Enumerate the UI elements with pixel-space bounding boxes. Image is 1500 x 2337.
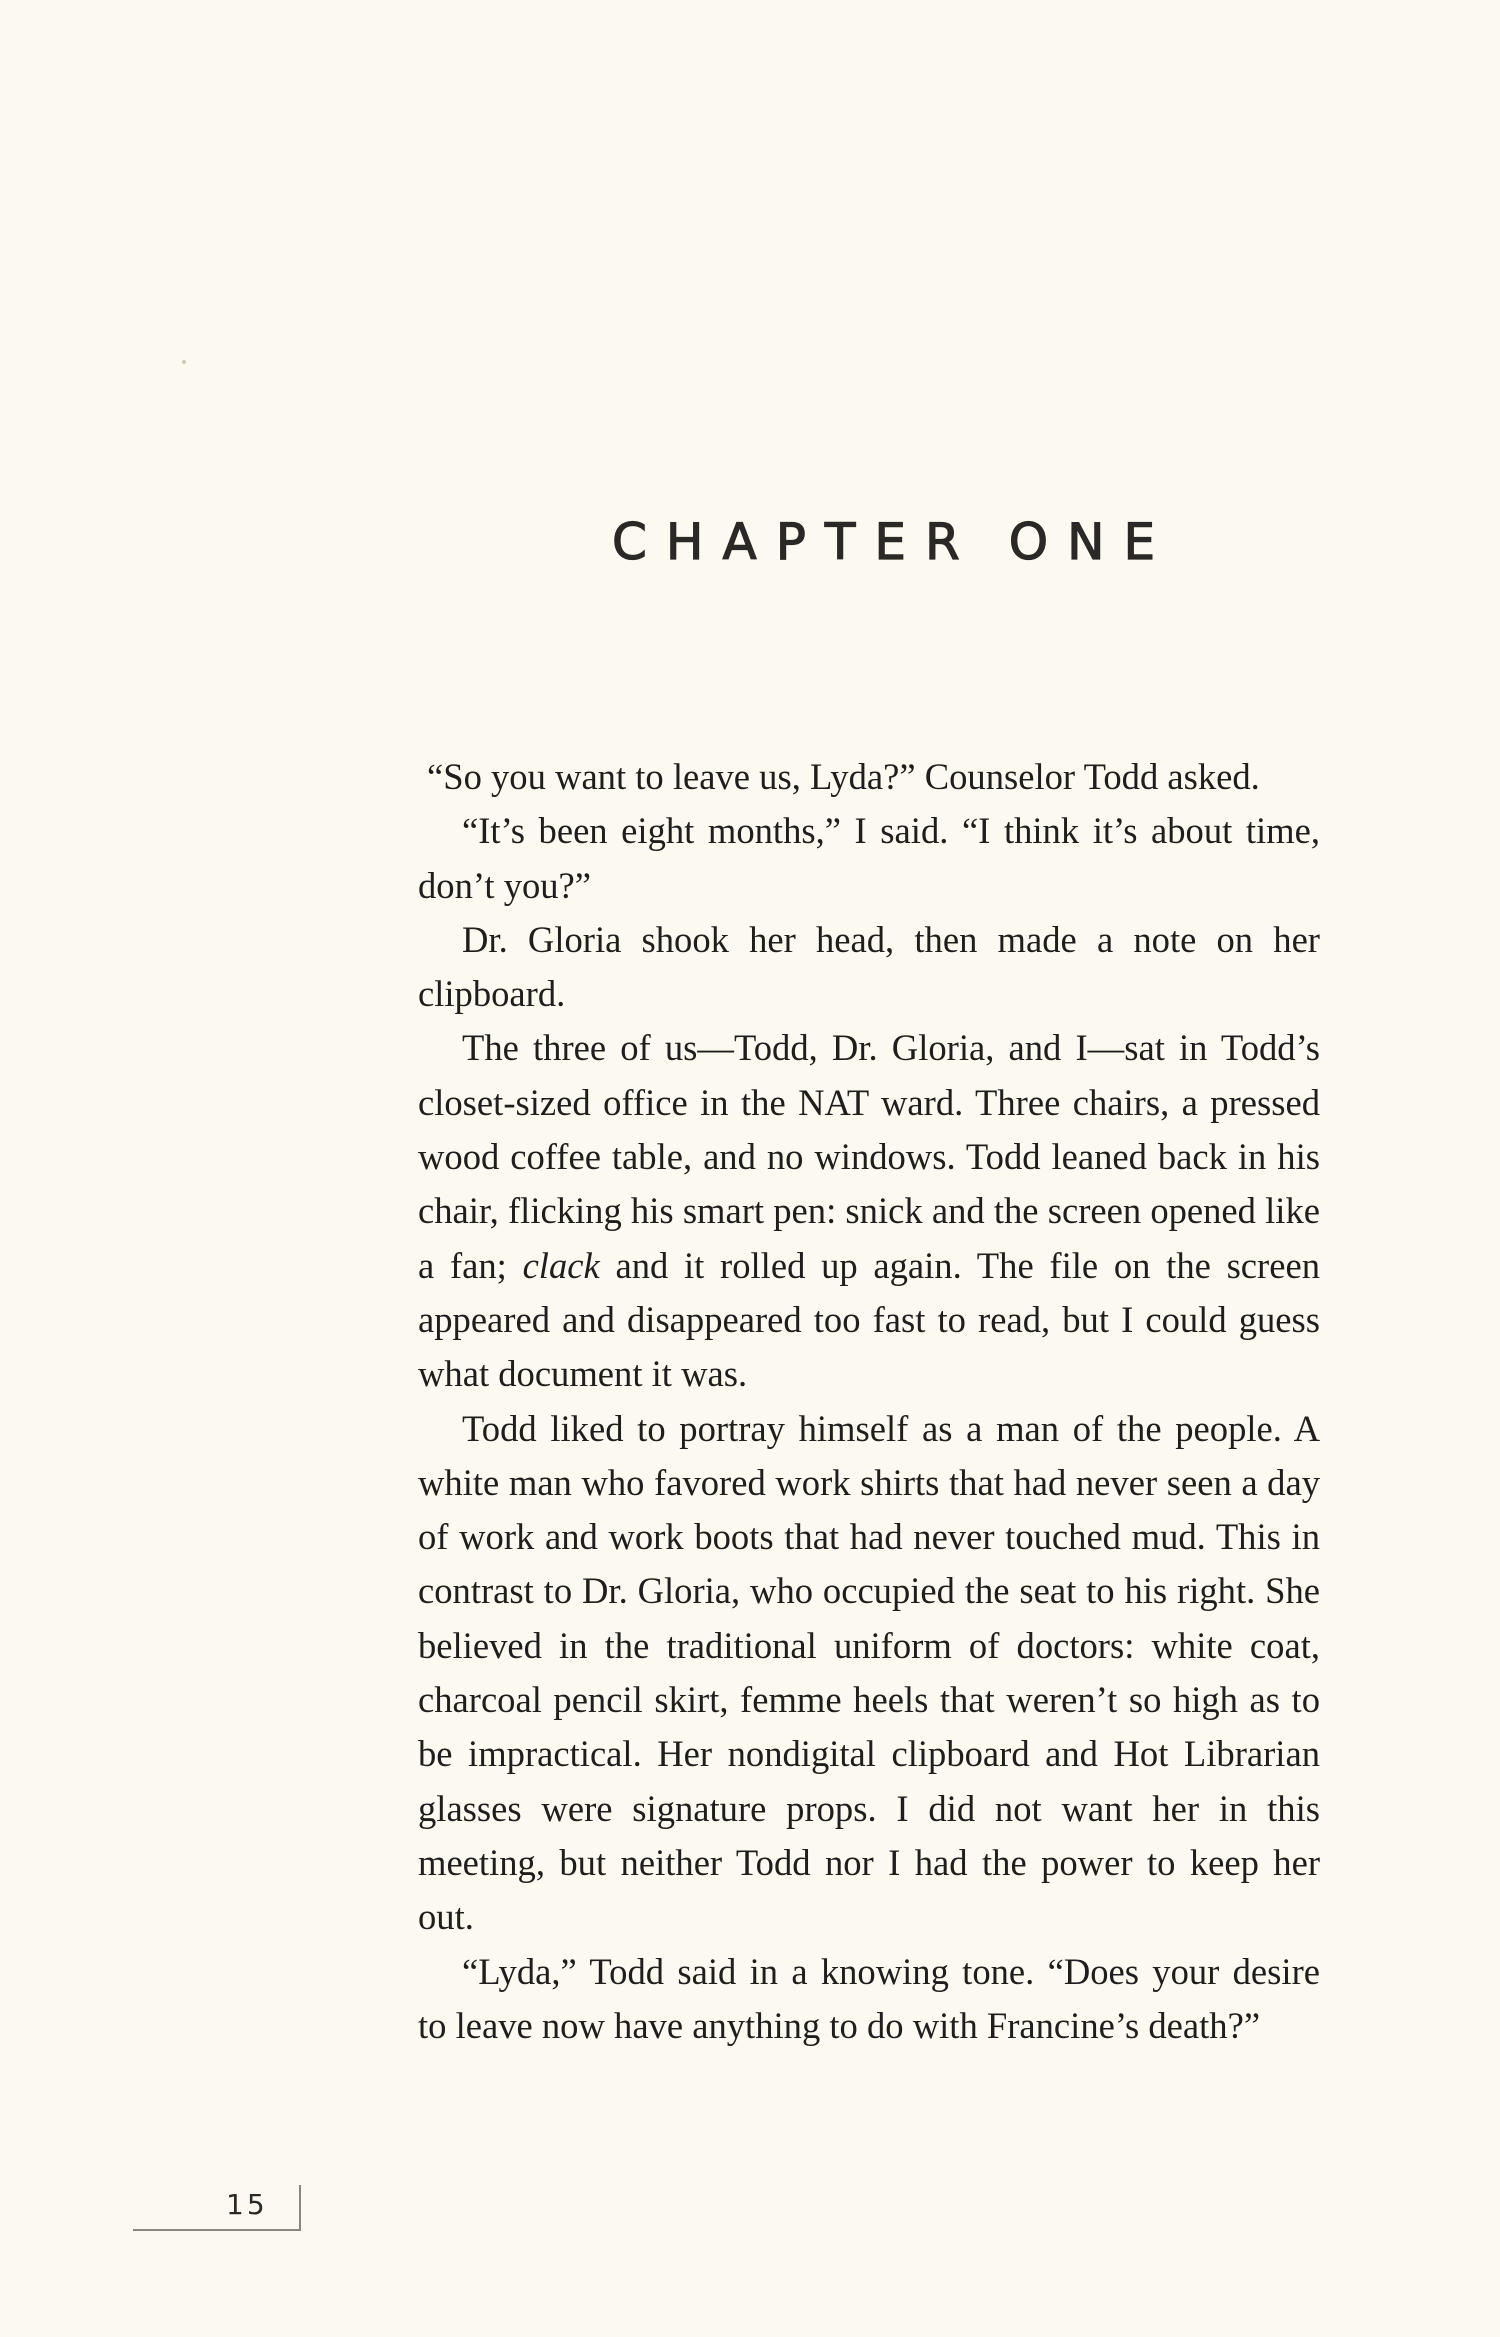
paragraph: Dr. Gloria shook her head, then made a note on her clipboard.: [418, 918, 1320, 1015]
body-text: [418, 750, 1320, 2053]
paragraph: “So you want to leave us, Lyda?” Counselor Todd asked.: [427, 756, 1260, 797]
page-number: 15: [226, 2188, 268, 2221]
page-number-rule: [133, 2229, 300, 2231]
page-number-tick: [299, 2185, 301, 2231]
chapter-heading: [612, 512, 1175, 572]
emphasis-word: clack: [522, 1244, 600, 1286]
paragraph: “Lyda,” Todd said in a knowing tone. “Does your desire to leave now have anything to do with Francine’s death?”: [418, 1950, 1320, 2046]
paragraph: Todd liked to portray himself as a man of the people. A white man who favored work shirts that had never seen a day of work and work boots that had never touched mud. This in contrast to Dr. Gloria, who occupied the seat to his right. She believed in the traditional uniform of doctors: white coat, charcoal pencil skirt, femme heels that weren’t so high as to be impractical. Her nondigital clipboard and Hot Librarian glasses were signature props. I did not want her in this meeting, but neither Todd nor I had the power to keep her out.: [418, 1407, 1320, 1938]
paragraph: “It’s been eight months,” I said. “I think it’s about time, don’t you?”: [418, 810, 1320, 906]
chapter-word: CHAPTER: [612, 513, 979, 571]
page-speck: [182, 360, 186, 364]
paragraph: The three of us—Todd, Dr. Gloria, and I—sat in Todd’s closet-sized office in the NAT ward. Three chairs, a pressed wood coffee table, and no windows. Todd leaned back in his chair, flicking his smart pen: snick and the screen opened like a fan; clack and it rolled up again. The file on the screen appeared and disappeared too fast to read, but I could guess what document it was.: [418, 1027, 1320, 1395]
chapter-number-word: ONE: [1008, 513, 1175, 571]
